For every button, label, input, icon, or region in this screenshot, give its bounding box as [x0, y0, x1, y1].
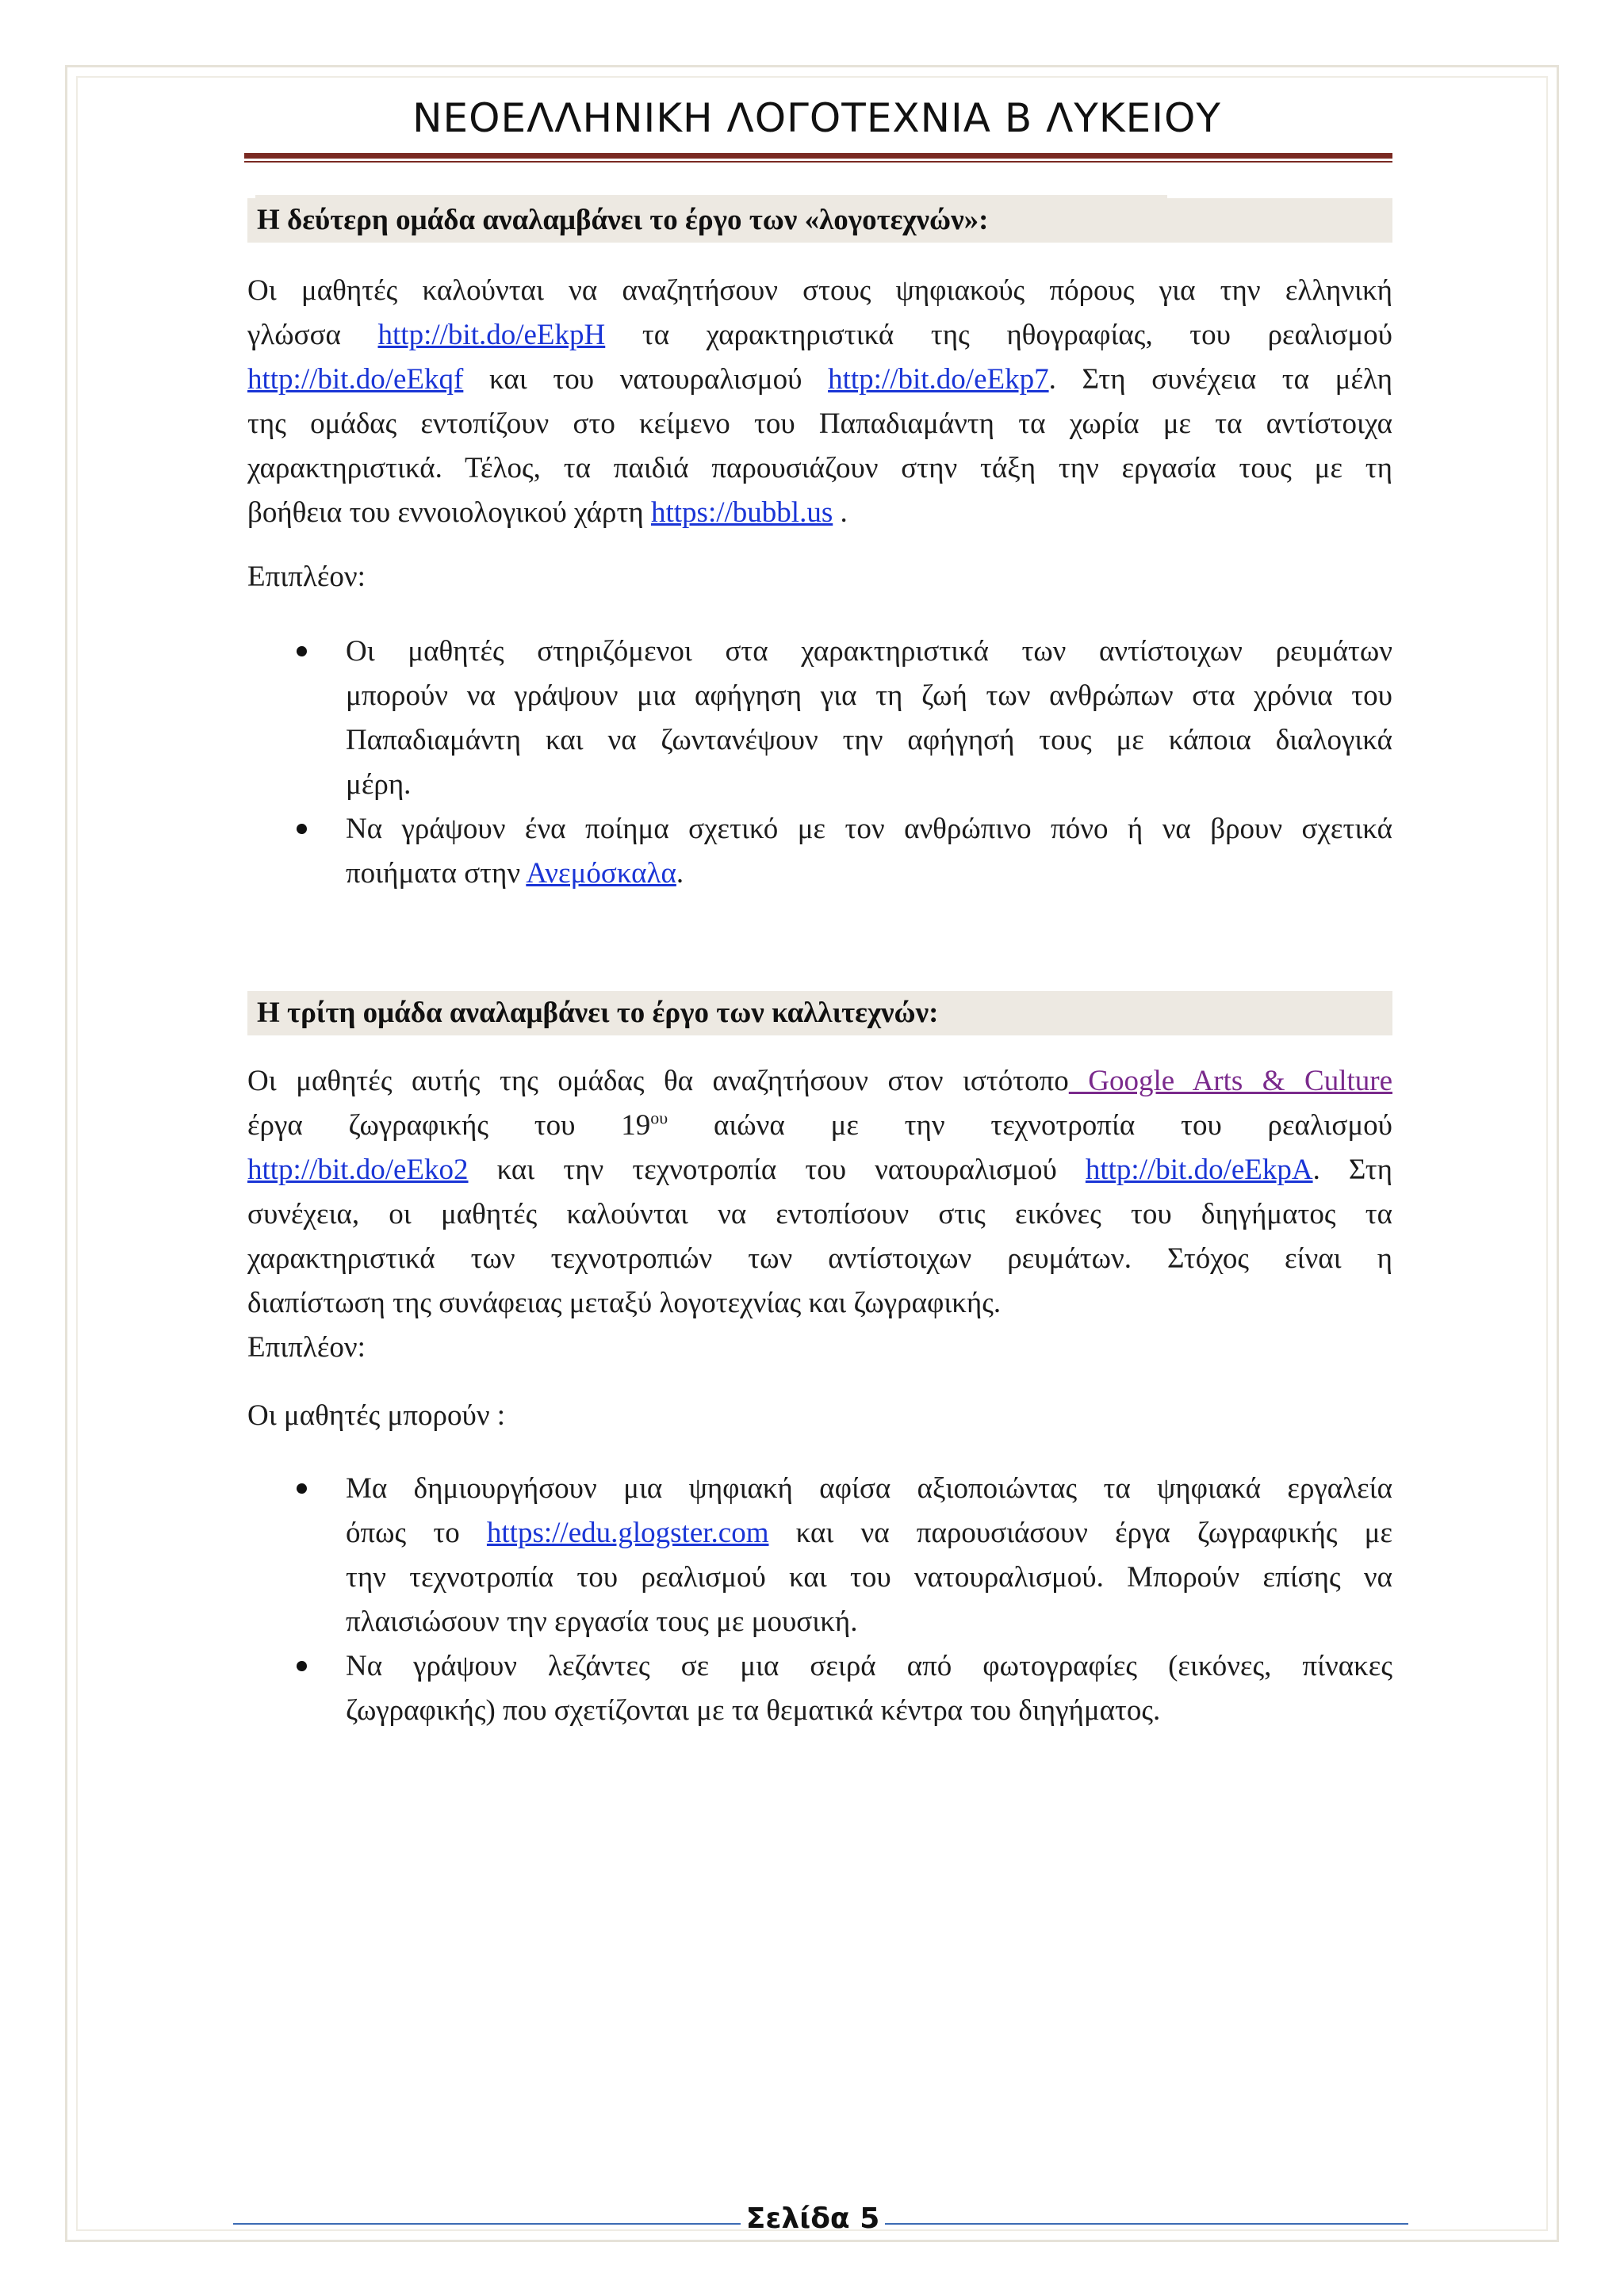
text-run: τα χαρακτηριστικά της ηθογραφίας, του ρεαλισμού: [642, 319, 1392, 351]
bullet-icon: [297, 646, 307, 656]
heading-accent: [255, 195, 1167, 198]
section-heading-artists-group: [247, 991, 1392, 1035]
text-run: και την τεχνοτροπία του νατουραλισμού: [496, 1154, 1057, 1186]
text-line: [247, 491, 1392, 535]
text-line: [346, 851, 1392, 896]
header-divider: [244, 153, 1392, 159]
text-run: Οι μαθητές αυτής της ομάδας θα αναζητήσουν στον ιστότοπο: [247, 1065, 1069, 1097]
footer-divider-left: [233, 2223, 741, 2225]
text-run: και του νατουραλισμού: [489, 363, 802, 396]
text-line: [247, 446, 1392, 491]
text-line: [247, 313, 1392, 358]
list-item: [346, 807, 1392, 896]
text-line: [346, 1511, 1392, 1556]
link-anemoskala[interactable]: Ανεμόσκαλα: [526, 857, 676, 890]
text-line: χαρακτηριστικά των τεχνοτροπιών των αντίστοιχων ρευμάτων. Στόχος είναι η: [247, 1242, 1392, 1275]
section-heading-literary-group: [247, 198, 1392, 243]
text-line: Να γράψουν ένα ποίημα σχετικό με τον ανθρώπινο πόνο ή να βρουν σχετικά: [346, 813, 1392, 845]
text-line: [247, 269, 1392, 313]
page-header-title: ΝΕΟΕΛΛΗΝΙΚΗ ΛΟΓΟΤΕΧΝΙΑ Β ΛΥΚΕΙΟΥ: [412, 95, 1221, 141]
link-realism-art[interactable]: http://bit.do/eEko2: [247, 1154, 469, 1186]
text-run: αιώνα με την τεχνοτροπία του ρεαλισμού: [713, 1109, 1392, 1142]
text-line: την τεχνοτροπία του ρεαλισμού και του νατουραλισμού. Μπορούν επίσης να: [346, 1561, 1392, 1594]
text-line: Μα δημιουργήσουν μια ψηφιακή αφίσα αξιοποιώντας τα ψηφιακά εργαλεία: [346, 1472, 1392, 1505]
text-run: χαρακτηριστικά. Τέλος, τα παιδιά παρουσιάζουν στην τάξη την εργασία τους με τη: [247, 452, 1392, 484]
superscript: ου: [650, 1108, 668, 1128]
bullet-icon: [297, 1483, 307, 1494]
text-line: [247, 1059, 1392, 1104]
bullet-icon: [297, 824, 307, 834]
text-run: και να παρουσιάσουν έργα ζωγραφικής με: [795, 1517, 1393, 1549]
list-item: [346, 1644, 1392, 1733]
text-line: ζωγραφικής) που σχετίζονται με τα θεματικά κέντρα του διηγήματος.: [346, 1694, 1161, 1727]
link-realism[interactable]: http://bit.do/eEkqf: [247, 363, 464, 396]
text-line: Οι μαθητές στηριζόμενοι στα χαρακτηριστικά των αντίστοιχων ρευμάτων: [346, 635, 1392, 668]
text-line: [247, 358, 1392, 402]
text-run: .: [676, 857, 684, 890]
link-google-arts-culture[interactable]: Google Arts & Culture: [1068, 1065, 1392, 1097]
text-run: ποιήματα στην: [346, 857, 527, 890]
text-run: όπως το: [346, 1517, 460, 1549]
footer-divider-right: [885, 2223, 1408, 2225]
link-glogster[interactable]: https://edu.glogster.com: [486, 1517, 769, 1549]
bullet-icon: [297, 1661, 307, 1671]
students-can-label: Οι μαθητές μπορούν :: [247, 1399, 506, 1432]
extra-label: Επιπλέον:: [247, 561, 366, 593]
section2-intro-paragraph: [247, 1059, 1392, 1370]
text-run: .: [833, 496, 848, 529]
text-line: μέρη.: [346, 768, 412, 801]
text-run: έργα ζωγραφικής του 19: [247, 1109, 651, 1142]
text-line: [247, 1148, 1392, 1192]
list-item: [346, 1467, 1392, 1644]
text-run: της ομάδας εντοπίζουν στο κείμενο του Παπαδιαμάντη τα χωρία με τα αντίστοιχα: [247, 408, 1392, 440]
page-number: Σελίδα 5: [745, 2202, 880, 2235]
text-line: μπορούν να γράψουν μια αφήγηση για τη ζωή των ανθρώπων στα χρόνια του: [346, 679, 1392, 712]
link-naturalism-art[interactable]: http://bit.do/eEkpA: [1085, 1154, 1313, 1186]
text-line: [247, 1104, 1392, 1148]
header-divider-thin: [244, 161, 1392, 163]
link-naturalism[interactable]: http://bit.do/eEkp7: [828, 363, 1049, 396]
section-heading-text: Η τρίτη ομάδα αναλαμβάνει το έργο των καλλιτεχνών:: [257, 997, 939, 1029]
text-line: Επιπλέον:: [247, 1331, 366, 1364]
text-line: διαπίστωση της συνάφειας μεταξύ λογοτεχνίας και ζωγραφικής.: [247, 1287, 1002, 1319]
text-line: [247, 402, 1392, 446]
text-run: Οι μαθητές καλούνται να αναζητήσουν στους ψηφιακούς πόρους για την ελληνική: [247, 274, 1392, 307]
link-ethography[interactable]: http://bit.do/eEkpH: [377, 319, 606, 351]
text-line: συνέχεια, οι μαθητές καλούνται να εντοπίσουν στις εικόνες του διηγήματος τα: [247, 1198, 1392, 1230]
text-line: Παπαδιαμάντη και να ζωντανέψουν την αφήγησή τους με κάποια διαλογικά: [346, 724, 1392, 756]
section-heading-text: Η δεύτερη ομάδα αναλαμβάνει το έργο των «λογοτεχνών»:: [257, 204, 989, 236]
text-run: βοήθεια του εννοιολογικού χάρτη: [247, 496, 644, 529]
section1-intro-paragraph: [247, 269, 1392, 535]
text-run: . Στη: [1312, 1154, 1392, 1186]
text-line: Να γράψουν λεζάντες σε μια σειρά από φωτογραφίες (εικόνες, πίνακες: [346, 1650, 1392, 1682]
text-run: γλώσσα: [247, 319, 341, 351]
text-run: . Στη συνέχεια τα μέλη: [1048, 363, 1393, 396]
link-bubbl[interactable]: https://bubbl.us: [651, 496, 833, 529]
text-line: πλαισιώσουν την εργασία τους με μουσική.: [346, 1605, 858, 1638]
list-item: [346, 629, 1392, 807]
